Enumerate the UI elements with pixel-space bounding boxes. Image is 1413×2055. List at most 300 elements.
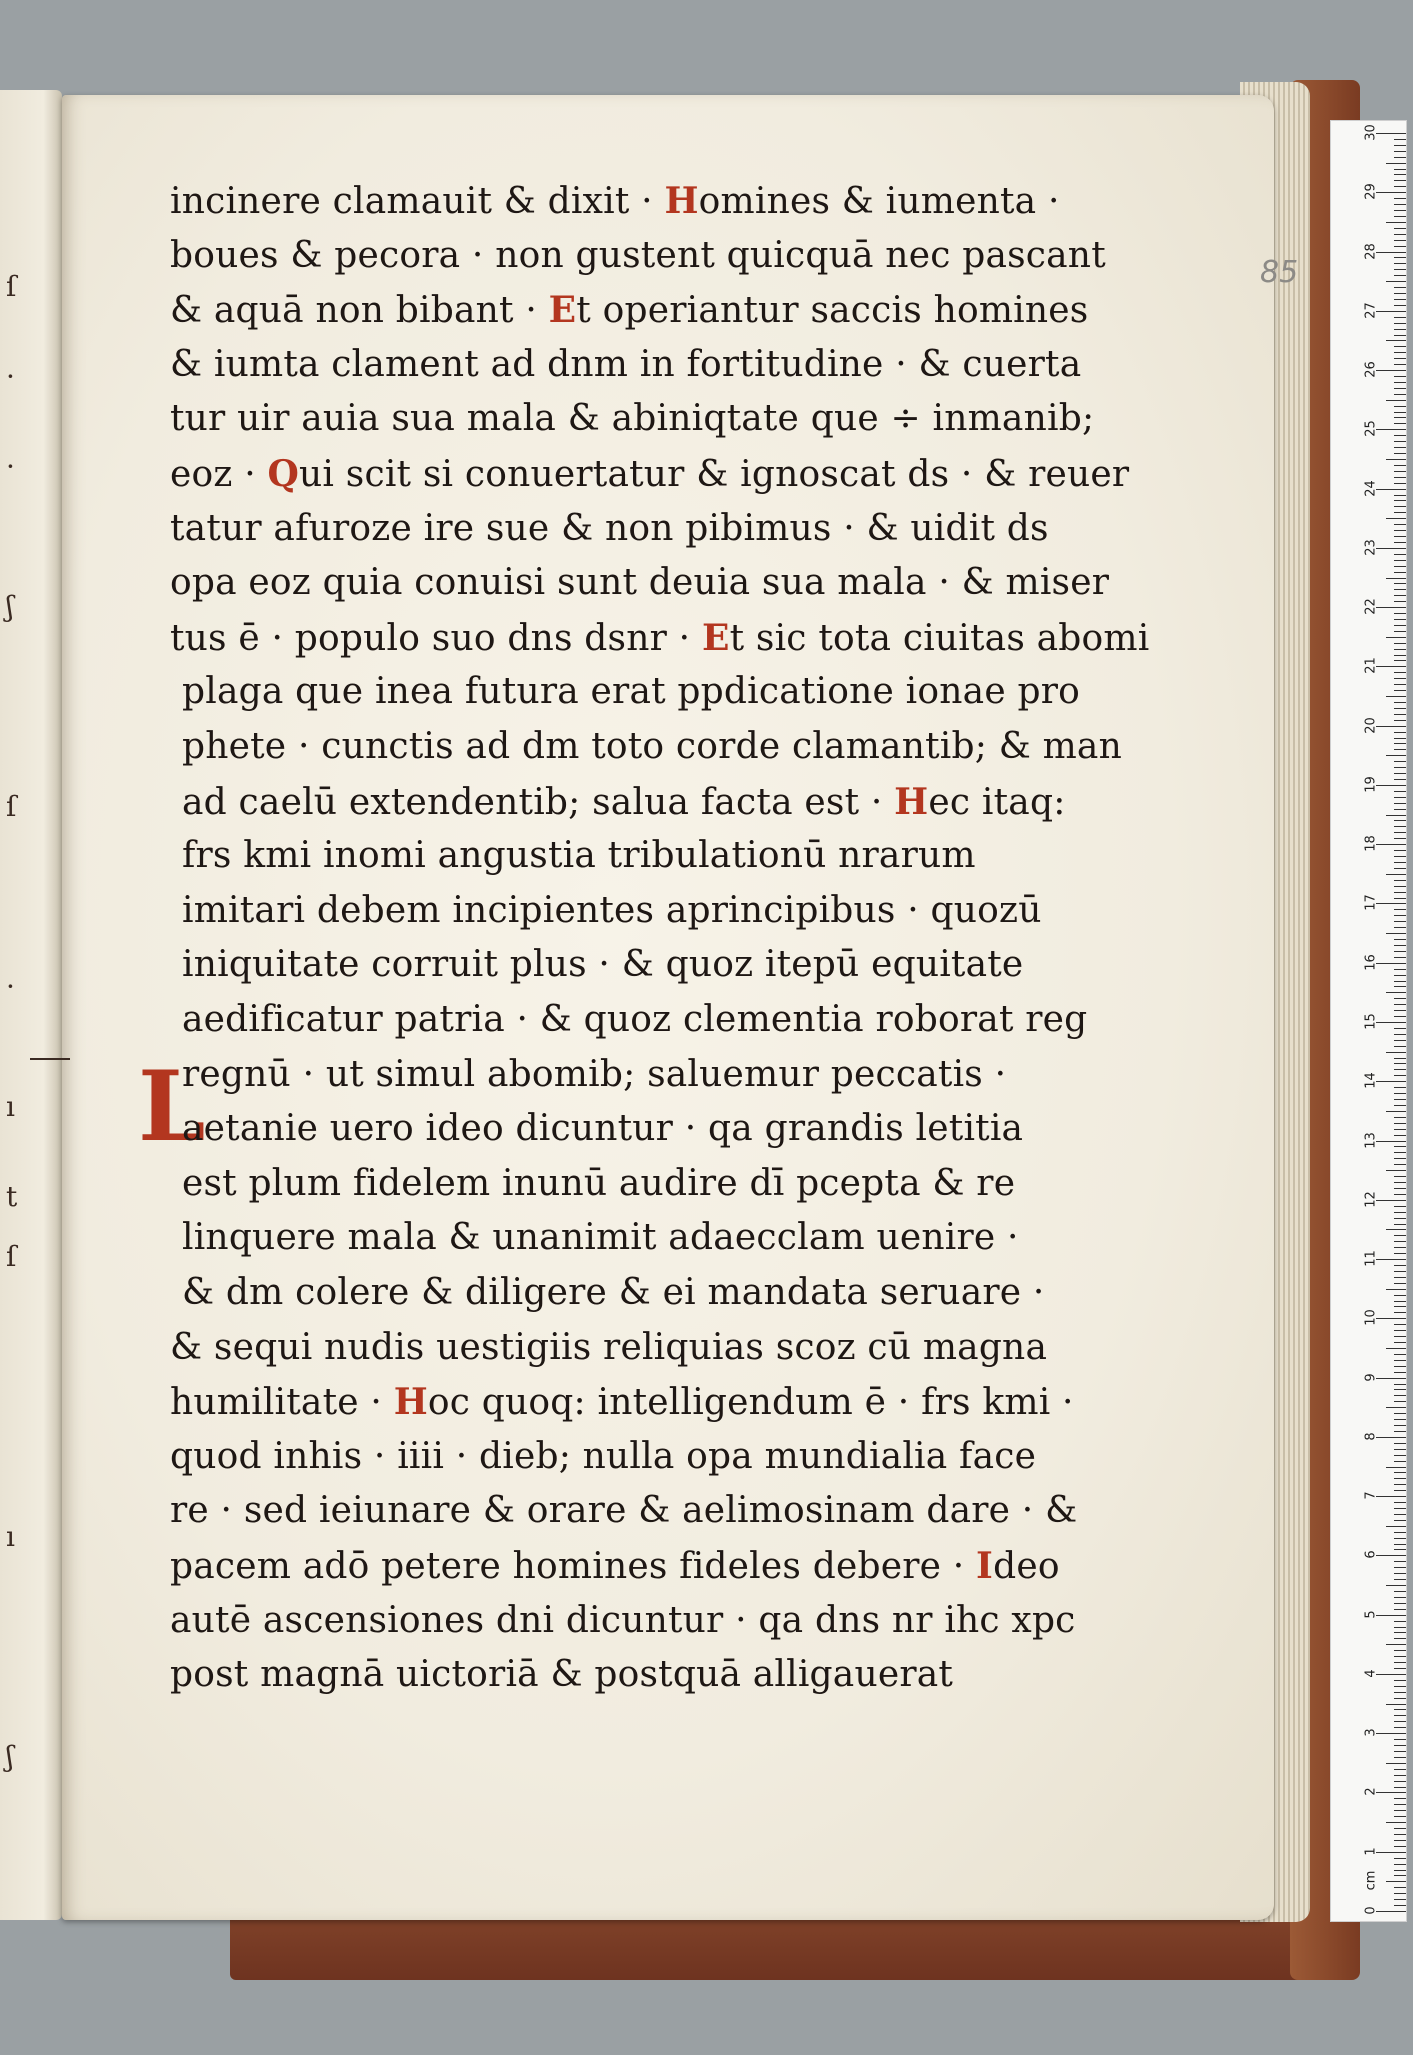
- ruler-tick: [1394, 1099, 1406, 1100]
- ruler-tick: [1394, 1063, 1406, 1064]
- ruler-tick: [1394, 743, 1406, 744]
- ruler-tick: [1386, 1763, 1406, 1764]
- ruler-tick: [1386, 340, 1406, 341]
- ruler-tick: [1394, 915, 1406, 916]
- line-text: frs kmi inomi angustia tribulationū nrarum: [182, 835, 976, 877]
- ruler-tick: [1376, 785, 1406, 786]
- line-text: & iumta clament ad dnm in fortitudine · & cuerta: [170, 343, 1082, 385]
- ruler-tick: [1394, 423, 1406, 424]
- ruler-tick: [1394, 1567, 1406, 1568]
- ruler-label: 18: [1363, 835, 1379, 852]
- ruler-tick: [1376, 1081, 1406, 1082]
- ruler-tick: [1394, 1698, 1406, 1699]
- ruler-tick: [1394, 477, 1406, 478]
- ruler-tick: [1376, 607, 1406, 608]
- line-text: & sequi nudis uestigiis reliquias scoz cū magna: [170, 1326, 1048, 1368]
- ruler-label: 2: [1363, 1787, 1379, 1797]
- line-text: post magnā uictoriā & postquā alligauerat: [170, 1654, 954, 1696]
- ruler-tick: [1394, 1087, 1406, 1088]
- ruler-tick: [1394, 1164, 1406, 1165]
- ruler-tick: [1394, 838, 1406, 839]
- ruler-tick: [1394, 406, 1406, 407]
- ruler-tick: [1394, 1627, 1406, 1628]
- ruler-tick: [1394, 1650, 1406, 1651]
- ruler-tick: [1394, 1798, 1406, 1799]
- line-text: ui scit si conuertatur & ignoscat ds · & reuer: [299, 454, 1130, 495]
- line-text: oc quoq: intelligendum ē · frs kmi ·: [427, 1382, 1074, 1424]
- ruler-tick: [1394, 169, 1406, 170]
- ruler-tick: [1394, 1745, 1406, 1746]
- manuscript-line: [182, 671, 1080, 712]
- ruler-tick: [1394, 1069, 1406, 1070]
- ruler-tick: [1394, 1662, 1406, 1663]
- ruler-tick: [1394, 1224, 1406, 1225]
- ruler-tick: [1394, 1312, 1406, 1313]
- ruler-tick: [1394, 595, 1406, 596]
- ruler-unit: cm: [1363, 1870, 1379, 1891]
- ruler-tick: [1394, 1549, 1406, 1550]
- ruler-tick: [1394, 263, 1406, 264]
- ruler-tick: [1394, 619, 1406, 620]
- line-text: regnū · ut simul abomib; saluemur peccatis ·: [182, 1053, 1007, 1095]
- ruler-tick: [1394, 1247, 1406, 1248]
- ruler-label: 10: [1363, 1309, 1379, 1327]
- ruler-label: 6: [1363, 1550, 1379, 1560]
- ruler-tick: [1394, 1514, 1406, 1515]
- ruler-label: 24: [1363, 479, 1379, 497]
- ruler-tick: [1376, 1141, 1406, 1142]
- ruler-tick: [1394, 500, 1406, 501]
- ruler-tick: [1376, 192, 1406, 193]
- line-text: incinere clamauit & dixit ·: [170, 181, 665, 222]
- ruler-tick: [1394, 601, 1406, 602]
- left-page-mark: ſ: [6, 790, 17, 823]
- ruler-tick: [1394, 180, 1406, 181]
- ruler-tick: [1394, 850, 1406, 851]
- ruler-tick: [1394, 1425, 1406, 1426]
- ruler-tick: [1394, 1342, 1406, 1343]
- ruler-tick: [1394, 566, 1406, 567]
- ruler-tick: [1386, 696, 1406, 697]
- ruler-label: 20: [1363, 716, 1379, 734]
- ruler-tick: [1394, 672, 1406, 673]
- manuscript-line: [182, 781, 1066, 823]
- line-text: & aquā non bibant ·: [170, 290, 549, 332]
- ruler-tick: [1394, 678, 1406, 679]
- ruler-tick: [1376, 1318, 1406, 1319]
- ruler-tick: [1394, 856, 1406, 857]
- ruler-tick: [1394, 1781, 1406, 1782]
- ruler-tick: [1394, 1330, 1406, 1331]
- manuscript-line: [182, 726, 1122, 767]
- ruler-tick: [1376, 429, 1406, 430]
- ruler-tick: [1394, 388, 1406, 389]
- ruler-tick: [1394, 1905, 1406, 1906]
- left-page-mark: ı: [6, 1090, 15, 1123]
- ruler-tick: [1394, 305, 1406, 306]
- ruler-tick: [1394, 868, 1406, 869]
- ruler-tick: [1394, 1354, 1406, 1355]
- ruler-tick: [1394, 749, 1406, 750]
- ruler-tick: [1394, 986, 1406, 987]
- ruler-tick: [1386, 1526, 1406, 1527]
- ruler-tick: [1394, 139, 1406, 140]
- manuscript-line: [182, 999, 1087, 1040]
- ruler-tick: [1394, 204, 1406, 205]
- manuscript-line: [170, 180, 1060, 222]
- ruler-label: 30: [1363, 124, 1379, 141]
- ruler-tick: [1394, 631, 1406, 632]
- ruler-tick: [1394, 358, 1406, 359]
- ruler-tick: [1394, 684, 1406, 685]
- ruler-tick: [1394, 714, 1406, 715]
- ruler-tick: [1394, 1656, 1406, 1657]
- measuring-ruler: [1330, 120, 1407, 1922]
- manuscript-line: [170, 289, 1088, 331]
- ruler-tick: [1376, 1378, 1406, 1379]
- left-page-mark: ʃ: [6, 590, 14, 623]
- ruler-tick: [1394, 1105, 1406, 1106]
- ruler-tick: [1394, 210, 1406, 211]
- ruler-tick: [1394, 809, 1406, 810]
- ruler-tick: [1394, 1206, 1406, 1207]
- left-page-mark: ·: [6, 360, 15, 393]
- ruler-tick: [1394, 530, 1406, 531]
- manuscript-line: [170, 235, 1106, 276]
- ruler-tick: [1394, 927, 1406, 928]
- ruler-tick: [1394, 1686, 1406, 1687]
- rubric-letter: H: [664, 180, 699, 222]
- line-text: est plum fidelem inunū audire dī pcepta & re: [182, 1162, 1016, 1204]
- ruler-tick: [1394, 1520, 1406, 1521]
- ruler-tick: [1394, 797, 1406, 798]
- ruler-tick: [1394, 625, 1406, 626]
- ruler-label: 15: [1363, 1013, 1379, 1030]
- ruler-tick: [1386, 222, 1406, 223]
- ruler-tick: [1386, 1881, 1406, 1882]
- ruler-tick: [1394, 1490, 1406, 1491]
- ruler-tick: [1394, 732, 1406, 733]
- ruler-label: 9: [1363, 1372, 1379, 1382]
- rubric-letter: H: [393, 1381, 428, 1424]
- line-text: linquere mala & unanimit adaecclam uenire ·: [182, 1217, 1019, 1259]
- ruler-tick: [1394, 506, 1406, 507]
- ruler-tick: [1394, 1840, 1406, 1841]
- rubric-letter: Q: [267, 453, 300, 495]
- line-text: plaga que inea futura erat ppdicatione ionae pro: [182, 671, 1080, 713]
- ruler-tick: [1394, 1306, 1406, 1307]
- ruler-tick: [1394, 1360, 1406, 1361]
- line-text: tatur afuroze ire sue & non pibimus · & uidit ds: [170, 507, 1049, 549]
- ruler-tick: [1386, 874, 1406, 875]
- ruler-tick: [1386, 1229, 1406, 1230]
- manuscript-line: [170, 1600, 1076, 1641]
- ruler-tick: [1394, 779, 1406, 780]
- ruler-tick: [1394, 998, 1406, 999]
- ruler-tick: [1386, 1822, 1406, 1823]
- rubricated-initial: L: [138, 1050, 206, 1163]
- ruler-tick: [1394, 1727, 1406, 1728]
- ruler-label: 12: [1363, 1191, 1379, 1208]
- ruler-label: 8: [1363, 1432, 1379, 1441]
- ruler-tick: [1394, 1846, 1406, 1847]
- ruler-tick: [1376, 963, 1406, 964]
- ruler-tick: [1394, 441, 1406, 442]
- ruler-tick: [1394, 1366, 1406, 1367]
- ruler-tick: [1394, 1893, 1406, 1894]
- ruler-tick: [1394, 1561, 1406, 1562]
- ruler-tick: [1394, 1324, 1406, 1325]
- line-text: humilitate ·: [170, 1382, 394, 1424]
- ruler-tick: [1394, 293, 1406, 294]
- ruler-label: 7: [1363, 1491, 1379, 1500]
- left-page-mark: t: [6, 1180, 18, 1213]
- ruler-tick: [1394, 1461, 1406, 1462]
- ruler-tick: [1394, 720, 1406, 721]
- ruler-tick: [1394, 1828, 1406, 1829]
- ruler-tick: [1394, 761, 1406, 762]
- line-text: aedificatur patria · & quoz clementia roborat reg: [182, 999, 1088, 1040]
- line-text: quod inhis · iiii · dieb; nulla opa mundialia face: [170, 1435, 1037, 1477]
- ruler-tick: [1394, 417, 1406, 418]
- ruler-tick: [1394, 483, 1406, 484]
- ruler-tick: [1394, 329, 1406, 330]
- ruler-tick: [1394, 1573, 1406, 1574]
- ruler-tick: [1394, 1419, 1406, 1420]
- ruler-tick: [1394, 1004, 1406, 1005]
- ruler-tick: [1376, 370, 1406, 371]
- line-text: phete · cunctis ad dm toto corde clamantib; & man: [182, 726, 1122, 767]
- ruler-tick: [1394, 1058, 1406, 1059]
- ruler-tick: [1386, 755, 1406, 756]
- ruler-tick: [1394, 453, 1406, 454]
- ruler-tick: [1394, 174, 1406, 175]
- manuscript-line: [170, 453, 1129, 495]
- left-page-mark: ʃ: [6, 1740, 14, 1773]
- ruler-tick: [1394, 1810, 1406, 1811]
- ruler-tick: [1394, 1152, 1406, 1153]
- ruler-tick: [1376, 489, 1406, 490]
- manuscript-line: [182, 835, 976, 876]
- ruler-tick: [1394, 1478, 1406, 1479]
- manuscript-line: [170, 1490, 1077, 1531]
- ruler-tick: [1386, 1644, 1406, 1645]
- line-text: re · sed ieiunare & orare & aelimosinam dare · &: [170, 1490, 1078, 1532]
- ruler-tick: [1376, 1555, 1406, 1556]
- ruler-tick: [1394, 1265, 1406, 1266]
- ruler-tick: [1386, 1170, 1406, 1171]
- ruler-tick: [1394, 660, 1406, 661]
- left-page-mark: ſ: [6, 1240, 17, 1273]
- ruler-tick: [1394, 1129, 1406, 1130]
- ruler-tick: [1386, 163, 1406, 164]
- manuscript-line: [170, 398, 1094, 439]
- ruler-tick: [1376, 1200, 1406, 1201]
- left-page-mark: ı: [6, 1520, 15, 1553]
- ruler-tick: [1394, 1301, 1406, 1302]
- ruler-tick: [1394, 803, 1406, 804]
- manuscript-line: [170, 1327, 1047, 1368]
- ruler-tick: [1394, 832, 1406, 833]
- ruler-tick: [1386, 815, 1406, 816]
- ruler-tick: [1394, 145, 1406, 146]
- ruler-tick: [1394, 1769, 1406, 1770]
- ruler-tick: [1394, 1715, 1406, 1716]
- ruler-tick: [1394, 412, 1406, 413]
- ruler-tick: [1394, 1787, 1406, 1788]
- ruler-tick: [1394, 1864, 1406, 1865]
- left-page-mark: ·: [6, 450, 15, 483]
- ruler-tick: [1394, 1093, 1406, 1094]
- ruler-tick: [1386, 933, 1406, 934]
- rubric-letter: E: [701, 616, 730, 659]
- ruler-tick: [1394, 1603, 1406, 1604]
- ruler-tick: [1394, 1591, 1406, 1592]
- ruler-tick: [1394, 898, 1406, 899]
- ruler-tick: [1394, 257, 1406, 258]
- line-text: imitari debem incipientes aprincipibus · quozū: [182, 889, 1042, 931]
- ruler-tick: [1394, 1668, 1406, 1669]
- ruler-tick: [1394, 820, 1406, 821]
- ruler-tick: [1386, 992, 1406, 993]
- ruler-tick: [1394, 495, 1406, 496]
- ruler-tick: [1394, 352, 1406, 353]
- manuscript-line: [182, 1054, 1006, 1095]
- ruler-tick: [1394, 589, 1406, 590]
- ruler-tick: [1394, 1858, 1406, 1859]
- ruler-tick: [1394, 246, 1406, 247]
- ruler-tick: [1394, 939, 1406, 940]
- ruler-tick: [1394, 1508, 1406, 1509]
- manuscript-line: [170, 508, 1049, 549]
- left-page-mark: ·: [6, 970, 15, 1003]
- ruler-tick: [1386, 518, 1406, 519]
- line-text: pacem adō petere homines fideles debere ·: [170, 1546, 977, 1587]
- ruler-tick: [1386, 637, 1406, 638]
- manuscript-line: [170, 562, 1109, 603]
- ruler-tick: [1394, 690, 1406, 691]
- ruler-tick: [1376, 1674, 1406, 1675]
- manuscript-line: [170, 617, 1149, 659]
- ruler-tick: [1394, 1028, 1406, 1029]
- ruler-tick: [1394, 1389, 1406, 1390]
- ruler-tick: [1394, 376, 1406, 377]
- ruler-tick: [1394, 892, 1406, 893]
- ruler-tick: [1376, 1615, 1406, 1616]
- ruler-tick: [1394, 791, 1406, 792]
- ruler-label: 28: [1363, 242, 1379, 260]
- ruler-label: 13: [1363, 1131, 1379, 1149]
- ruler-tick: [1386, 1289, 1406, 1290]
- ruler-tick: [1394, 228, 1406, 229]
- ruler-tick: [1394, 1146, 1406, 1147]
- ruler-tick: [1394, 465, 1406, 466]
- ruler-tick: [1376, 726, 1406, 727]
- ruler-tick: [1394, 1123, 1406, 1124]
- ruler-tick: [1394, 1455, 1406, 1456]
- ruler-tick: [1394, 435, 1406, 436]
- ruler-tick: [1394, 613, 1406, 614]
- ruler-tick: [1394, 157, 1406, 158]
- ruler-tick: [1394, 1443, 1406, 1444]
- ruler-tick: [1394, 346, 1406, 347]
- ruler-tick: [1376, 1852, 1406, 1853]
- ruler-tick: [1394, 1638, 1406, 1639]
- ruler-tick: [1386, 1467, 1406, 1468]
- ruler-tick: [1394, 216, 1406, 217]
- ruler-tick: [1376, 133, 1406, 134]
- ruler-tick: [1394, 1484, 1406, 1485]
- ruler-tick: [1394, 981, 1406, 982]
- ruler-tick: [1376, 1259, 1406, 1260]
- ruler-tick: [1394, 1176, 1406, 1177]
- ruler-tick: [1376, 548, 1406, 549]
- ruler-tick: [1394, 702, 1406, 703]
- line-text: t operiantur saccis homines: [576, 290, 1089, 332]
- manuscript-line: [182, 1108, 1023, 1149]
- manuscript-line: [170, 344, 1081, 385]
- ruler-tick: [1394, 1804, 1406, 1805]
- ruler-tick: [1394, 512, 1406, 513]
- ruler-tick: [1394, 186, 1406, 187]
- ruler-tick: [1394, 554, 1406, 555]
- manuscript-line: [170, 1654, 953, 1695]
- ruler-tick: [1386, 1111, 1406, 1112]
- ruler-tick: [1394, 826, 1406, 827]
- ruler-tick: [1394, 1010, 1406, 1011]
- ruler-tick: [1394, 1875, 1406, 1876]
- ruler-tick: [1394, 364, 1406, 365]
- line-text: tus ē · populo suo dns dsnr ·: [170, 617, 702, 659]
- ruler-tick: [1394, 1431, 1406, 1432]
- ruler-tick: [1394, 1253, 1406, 1254]
- ruler-tick: [1394, 1775, 1406, 1776]
- ruler-label: 23: [1363, 539, 1379, 556]
- ruler-tick: [1394, 1692, 1406, 1693]
- ruler-tick: [1394, 1680, 1406, 1681]
- ruler-tick: [1394, 1384, 1406, 1385]
- ruler-tick: [1376, 1496, 1406, 1497]
- ruler-tick: [1394, 909, 1406, 910]
- line-text: deo: [993, 1546, 1060, 1587]
- manuscript-line: [182, 1272, 1045, 1313]
- ruler-tick: [1394, 323, 1406, 324]
- ruler-tick: [1394, 1182, 1406, 1183]
- ruler-label: 22: [1363, 598, 1379, 615]
- ruler-tick: [1386, 578, 1406, 579]
- ruler-tick: [1394, 269, 1406, 270]
- ruler-tick: [1394, 1046, 1406, 1047]
- ruler-tick: [1394, 1295, 1406, 1296]
- line-text: tur uir auia sua mala & abiniqtate que ÷ inmanib;: [170, 398, 1095, 440]
- ruler-label: 5: [1363, 1610, 1379, 1619]
- ruler-label: 1: [1363, 1847, 1379, 1856]
- manuscript-line: [182, 890, 1042, 931]
- ruler-tick: [1394, 1336, 1406, 1337]
- ruler-tick: [1394, 234, 1406, 235]
- ruler-tick: [1394, 1579, 1406, 1580]
- ruler-tick: [1394, 542, 1406, 543]
- ruler-tick: [1386, 459, 1406, 460]
- ruler-label: 17: [1363, 894, 1379, 912]
- ruler-tick: [1394, 1816, 1406, 1817]
- ruler-tick: [1394, 447, 1406, 448]
- line-text: t sic tota ciuitas abomi: [729, 617, 1150, 659]
- line-text: autē ascensiones dni dicuntur · qa dns nr ihc xpc: [170, 1599, 1076, 1641]
- ruler-tick: [1394, 536, 1406, 537]
- ruler-tick: [1394, 1632, 1406, 1633]
- ruler-tick: [1394, 1395, 1406, 1396]
